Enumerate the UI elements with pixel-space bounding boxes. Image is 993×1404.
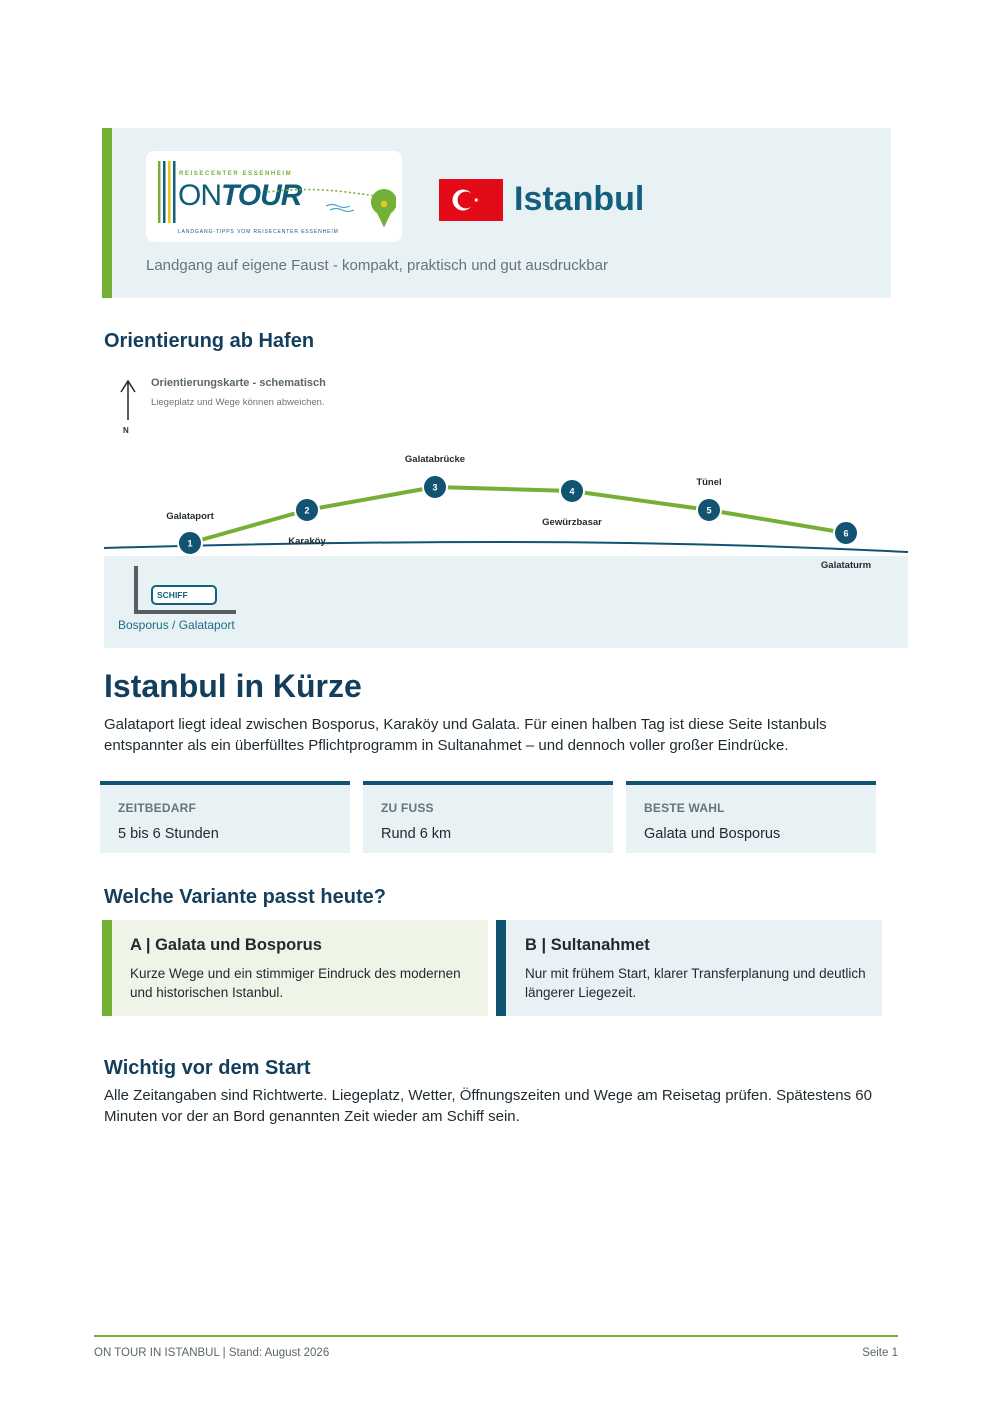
fact-card-time bbox=[100, 781, 350, 853]
variant-card-b bbox=[496, 920, 882, 1016]
map-title: Orientierungskarte - schematisch bbox=[151, 377, 326, 389]
logo-word-on: ON bbox=[178, 179, 221, 212]
stop-number-3: 3 bbox=[432, 482, 438, 493]
stop-label-tuenel: Tünel bbox=[696, 477, 722, 488]
fact-value: Galata und Bosporus bbox=[644, 826, 781, 842]
page-number: Seite 1 bbox=[862, 1347, 898, 1359]
ship-label: SCHIFF bbox=[151, 585, 217, 605]
header-subtitle: Landgang auf eigene Faust - kompakt, praktisch und gut ausdruckbar bbox=[146, 257, 608, 274]
map-note: Liegeplatz und Wege können abweichen. bbox=[151, 397, 325, 408]
orientation-map bbox=[104, 370, 909, 650]
logo-company-name: REISECENTER ESSENHEIM bbox=[179, 171, 293, 177]
stop-number-6: 6 bbox=[843, 528, 849, 539]
stop-label-galataturm: Galataturm bbox=[820, 560, 872, 571]
stop-number-1: 1 bbox=[187, 538, 193, 549]
variant-title: A | Galata und Bosporus bbox=[130, 936, 322, 954]
start-heading: Wichtig vor dem Start bbox=[104, 1057, 311, 1079]
stop-label-galataport: Galataport bbox=[166, 511, 214, 522]
logo-route-pin-icon bbox=[266, 185, 396, 235]
fact-label: ZEITBEDARF bbox=[118, 801, 196, 815]
logo-tagline: LANDGANG-TIPPS VOM REISECENTER ESSENHEIM bbox=[178, 229, 339, 235]
variants-heading: Welche Variante passt heute? bbox=[104, 886, 386, 908]
on-tour-logo bbox=[146, 151, 402, 242]
variant-text: Kurze Wege und ein stimmiger Eindruck des modernen und historischen Istanbul. bbox=[130, 966, 461, 1000]
header-accent-bar bbox=[102, 128, 112, 298]
summary-intro: Galataport liegt ideal zwischen Bosporus, Karaköy und Galata. Für einen halben Tag ist diese Seite Istanbuls entspannter als ein überfülltes Pflichtprogramm in Sultanahmet – und dennoch voller großer Eindrücke. bbox=[104, 716, 827, 754]
logo-word-tour: TOUR bbox=[221, 179, 302, 212]
variant-title: B | Sultanahmet bbox=[525, 936, 650, 954]
stop-number-2: 2 bbox=[304, 505, 310, 516]
route-line bbox=[190, 487, 849, 543]
north-label: N bbox=[123, 426, 129, 435]
fact-value: 5 bis 6 Stunden bbox=[118, 826, 219, 842]
variant-accent-bar bbox=[496, 920, 506, 1016]
footer-title: ON TOUR IN ISTANBUL | Stand: August 2026 bbox=[94, 1347, 330, 1359]
water-area bbox=[104, 556, 908, 648]
orientation-heading: Orientierung ab Hafen bbox=[104, 330, 315, 352]
fact-label: ZU FUSS bbox=[381, 801, 434, 815]
stop-label-galatabruecke: Galatabrücke bbox=[404, 454, 466, 465]
start-text: Alle Zeitangaben sind Richtwerte. Liegeplatz, Wetter, Öffnungszeiten und Wege am Reisetag prüfen. Spätestens 60 Minuten vor der an Bord genannten Zeit wieder am Schiff sein. bbox=[104, 1087, 872, 1125]
city-title: Istanbul bbox=[514, 180, 645, 218]
turkey-flag-icon bbox=[439, 179, 503, 221]
stop-number-5: 5 bbox=[706, 505, 712, 516]
variant-text: Nur mit frühem Start, klarer Transferplanung und deutlich längerer Liegezeit. bbox=[525, 966, 866, 1000]
footer-divider bbox=[94, 1335, 898, 1337]
port-label: Bosporus / Galataport bbox=[118, 618, 235, 632]
variant-card-a bbox=[102, 920, 488, 1016]
stop-label-karakoy: Karaköy bbox=[288, 536, 326, 547]
fact-label: BESTE WAHL bbox=[644, 801, 725, 815]
fact-card-distance bbox=[363, 781, 613, 853]
fact-value: Rund 6 km bbox=[381, 826, 452, 842]
summary-title: Istanbul in Kürze bbox=[104, 668, 362, 704]
logo-stripes-icon bbox=[158, 161, 178, 223]
shoreline bbox=[104, 542, 908, 552]
stop-number-4: 4 bbox=[569, 486, 575, 497]
stop-label-gewuerzbasar: Gewürzbasar bbox=[542, 517, 602, 528]
page-header bbox=[102, 128, 891, 298]
variant-accent-bar bbox=[102, 920, 112, 1016]
map-drawing bbox=[104, 370, 909, 650]
fact-card-best-choice bbox=[626, 781, 876, 853]
